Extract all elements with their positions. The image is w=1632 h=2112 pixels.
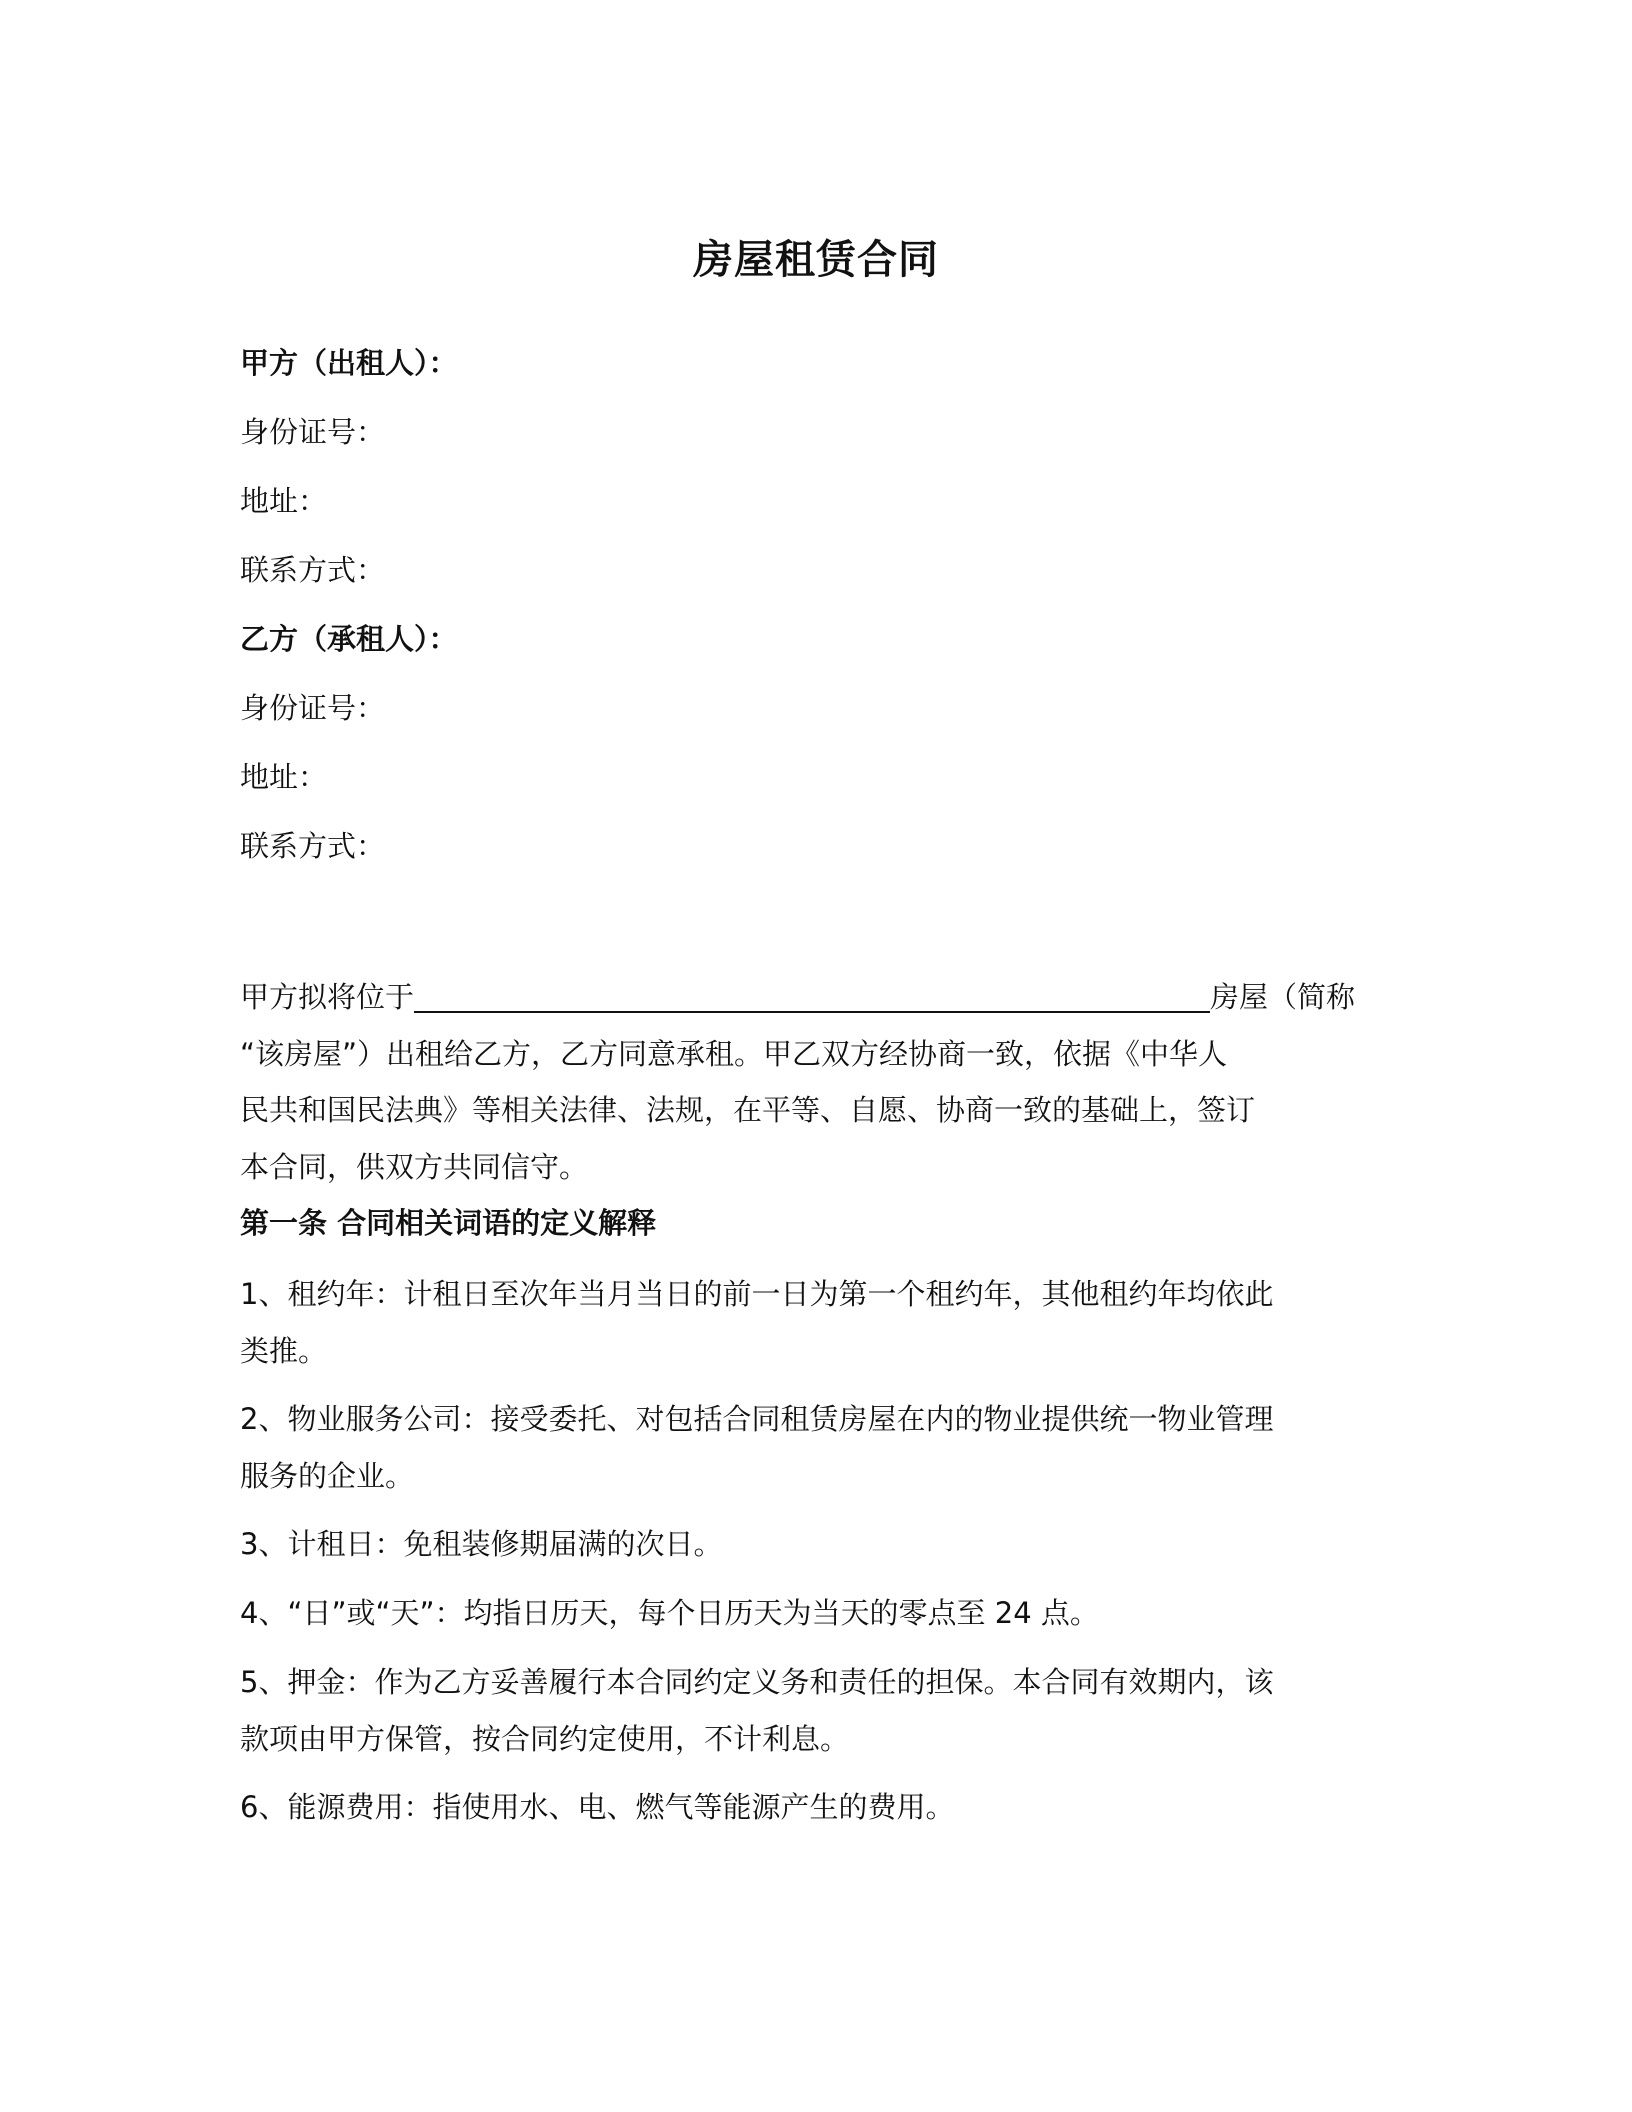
intro-row-4: 本合同，供双方共同信守。 [240, 1149, 589, 1184]
article-1-heading: 第一条 合同相关词语的定义解释 [240, 1206, 657, 1240]
party-b-id-label: 身份证号： [240, 691, 386, 725]
definition-item-2 [240, 1391, 1380, 1505]
definition-item-1-line-1: 1、租约年：计租日至次年当月当日的前一日为第一个租约年，其他租约年均依此 [240, 1277, 1274, 1311]
document-title: 房屋租赁合同 [693, 237, 939, 283]
party-a-address-label: 地址： [240, 484, 328, 518]
party-b-address-label: 地址： [240, 760, 328, 794]
party-a-id-label: 身份证号： [240, 415, 386, 449]
definition-item-2-line-1: 2、物业服务公司：接受委托、对包括合同租赁房屋在内的物业提供统一物业管理 [240, 1402, 1274, 1436]
intro-suffix: 房屋（简称 [1210, 980, 1356, 1014]
party-b-heading: 乙方（承租人）： [240, 622, 458, 656]
definition-item-6 [240, 1779, 1380, 1836]
intro-prefix: 甲方拟将位于 [240, 980, 415, 1014]
definition-item-1-line-2: 类推。 [240, 1334, 328, 1368]
definition-item-1 [240, 1266, 1380, 1380]
definition-item-3-line-1: 3、计租日：免租装修期届满的次日。 [240, 1527, 723, 1561]
definition-item-2-line-2: 服务的企业。 [240, 1459, 415, 1493]
location-blank-line [414, 977, 1210, 1013]
intro-row-1 [240, 969, 1390, 1026]
definition-item-5-line-2: 款项由甲方保管，按合同约定使用，不计利息。 [240, 1722, 850, 1756]
definition-item-5-line-1: 5、押金：作为乙方妥善履行本合同约定义务和责任的担保。本合同有效期内，该 [240, 1665, 1274, 1699]
party-a-contact-label: 联系方式： [240, 553, 386, 587]
intro-row-3: 民共和国民法典》等相关法律、法规，在平等、自愿、协商一致的基础上，签订 [240, 1093, 1256, 1127]
party-b-contact-label: 联系方式： [240, 829, 386, 863]
definition-item-6-line-1: 6、能源费用：指使用水、电、燃气等能源产生的费用。 [240, 1790, 955, 1824]
definition-item-4 [240, 1585, 1380, 1642]
intro-paragraph [240, 969, 1390, 1195]
definition-item-4-line-1: 4、“日”或“天”：均指日历天，每个日历天为当天的零点至 24 点。 [240, 1596, 1099, 1630]
intro-row-2: “该房屋”）出租给乙方，乙方同意承租。甲乙双方经协商一致，依据《中华人 [240, 1036, 1228, 1071]
definition-item-3 [240, 1516, 1380, 1573]
party-a-heading: 甲方（出租人）： [240, 346, 458, 380]
definition-item-5 [240, 1654, 1380, 1768]
